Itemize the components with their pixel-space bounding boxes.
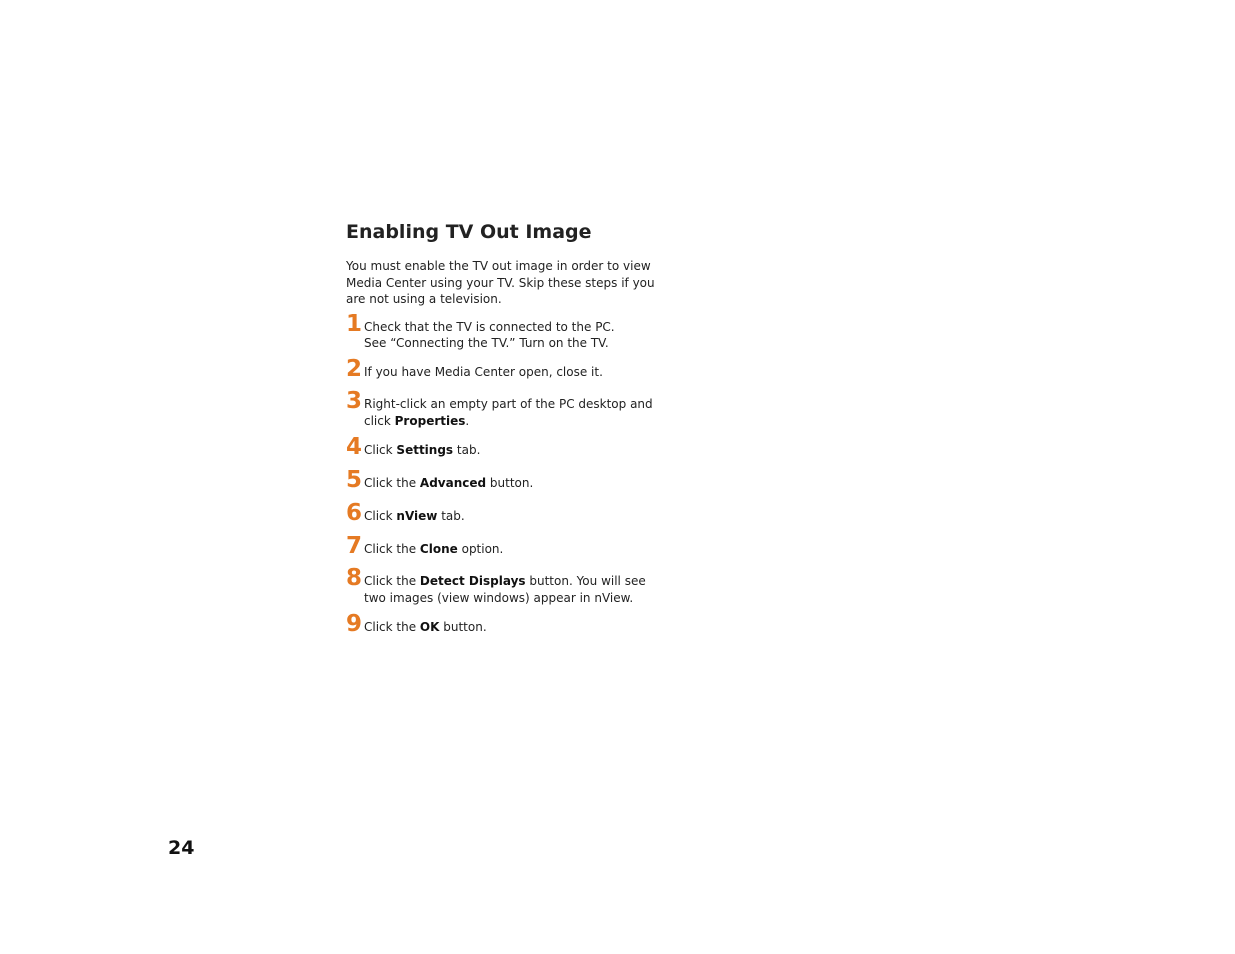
step-2 xyxy=(346,355,666,382)
intro-paragraph xyxy=(346,258,666,308)
step-number: 7 xyxy=(346,532,363,559)
steps-list xyxy=(346,310,666,637)
step-number: 4 xyxy=(346,434,363,460)
ui-term: nView xyxy=(396,509,438,523)
step-number: 2 xyxy=(346,355,363,382)
ui-term: Settings xyxy=(396,443,454,457)
page-number: 24 xyxy=(168,837,195,859)
step-7 xyxy=(346,532,666,559)
step-6 xyxy=(346,500,666,526)
step-text: Right-click an empty part of the PC desktop and click Properties. xyxy=(364,397,653,428)
step-text: Click the Detect Displays button. You will see two images (view windows) appear in nView. xyxy=(364,574,646,605)
step-3 xyxy=(346,388,666,429)
step-9 xyxy=(346,611,666,637)
step-5 xyxy=(346,466,666,493)
step-8 xyxy=(346,565,666,606)
step-number: 8 xyxy=(346,565,363,591)
ui-term: OK xyxy=(419,620,440,634)
step-text: Click the OK button. xyxy=(364,620,487,634)
ui-term: Clone xyxy=(419,541,458,556)
ui-term: Properties xyxy=(394,413,466,428)
intro-line: You must enable the TV out image in order to view xyxy=(346,259,651,273)
step-number: 1 xyxy=(346,310,363,337)
step-1 xyxy=(346,310,666,352)
step-number: 5 xyxy=(346,466,363,493)
step-text: Click Settings tab. xyxy=(364,443,481,457)
step-text: Check that the TV is connected to the PC. See “Connecting the TV.” Turn on the TV. xyxy=(364,319,615,350)
step-4 xyxy=(346,434,666,460)
ui-term: Detect Displays xyxy=(419,574,526,588)
step-text: Click the Advanced button. xyxy=(364,475,534,490)
step-number: 9 xyxy=(346,611,363,637)
intro-line: are not using a television. xyxy=(346,292,502,306)
step-text: Click the Clone option. xyxy=(364,541,504,556)
section-title: Enabling TV Out Image xyxy=(346,221,592,243)
ui-term: Advanced xyxy=(419,475,487,490)
step-number: 6 xyxy=(346,500,363,526)
step-number: 3 xyxy=(346,388,363,414)
step-text: If you have Media Center open, close it. xyxy=(364,364,603,379)
step-text: Click nView tab. xyxy=(364,509,465,523)
instructions-section xyxy=(346,220,666,636)
intro-line: Media Center using your TV. Skip these steps if you xyxy=(346,275,655,290)
